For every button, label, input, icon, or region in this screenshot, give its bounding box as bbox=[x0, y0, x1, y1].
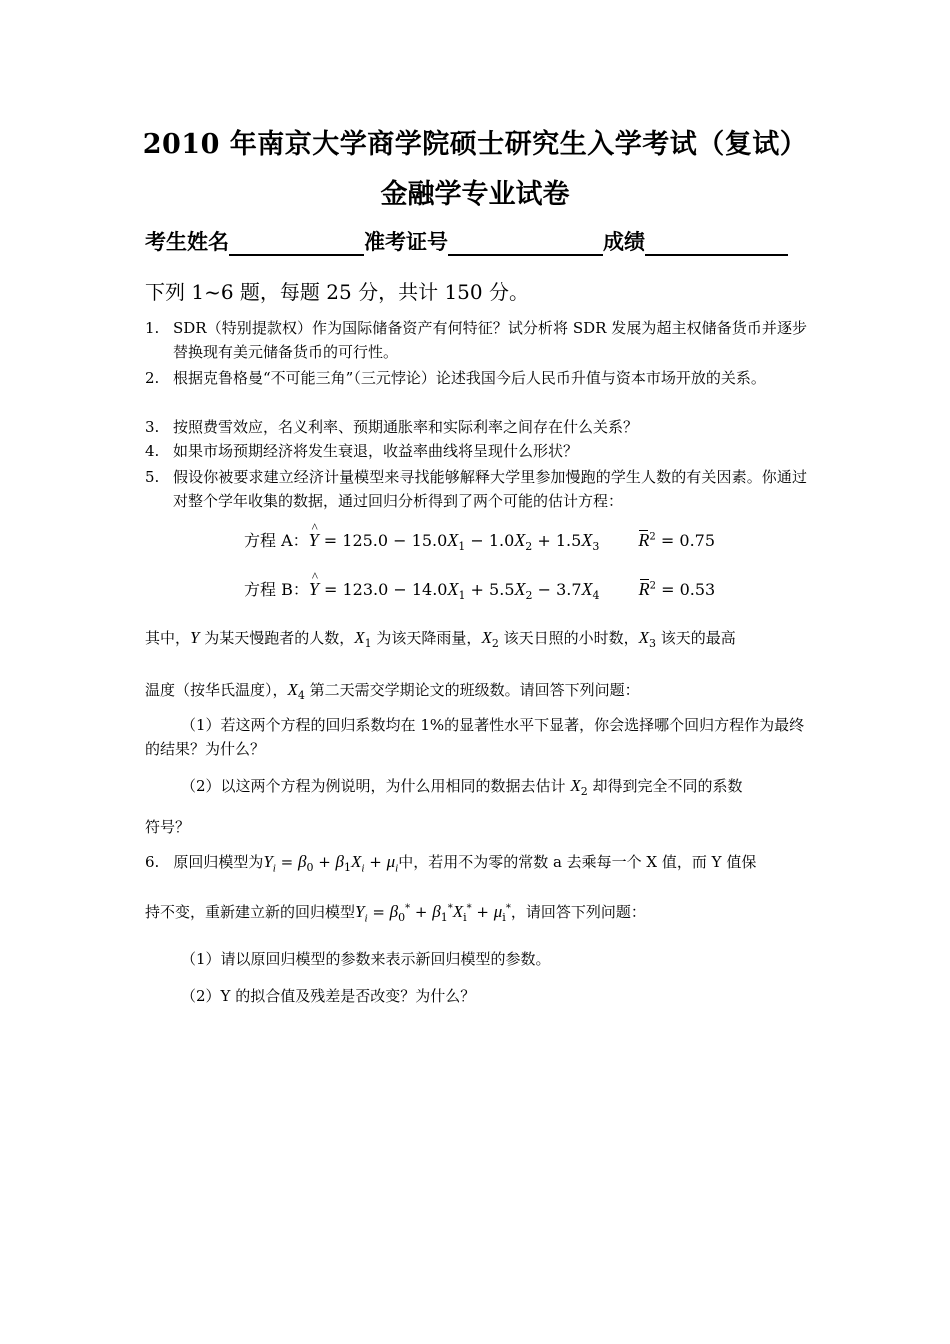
question-number: 3. bbox=[145, 418, 160, 436]
sub-question-6-1: （1）请以原回归模型的参数来表示新回归模型的参数。 bbox=[181, 950, 551, 968]
variable-definitions: 其中，Y 为某天慢跑者的人数，$X_1$ 为该天降雨量，$X_2$ 该天日照的小时数，$X_3$ 该天的最高 bbox=[145, 628, 736, 650]
sub-question-5-1: （1）若这两个方程的回归系数均在 1%的显著性水平下显著，你会选择哪个回归方程作为最终的结果？为什么？ bbox=[145, 716, 805, 758]
name-label: 考生姓名 bbox=[145, 229, 229, 254]
question-text: 如果市场预期经济将发生衰退，收益率曲线将呈现什么形状？ bbox=[173, 442, 579, 460]
score-label: 成绩 bbox=[603, 229, 645, 254]
question-1 bbox=[145, 316, 807, 364]
question-4 bbox=[145, 439, 807, 463]
id-label: 准考证号 bbox=[364, 229, 448, 254]
exam-title: 2010 年南京大学商学院硕士研究生入学考试（复试） bbox=[142, 129, 808, 160]
name-blank bbox=[229, 232, 364, 256]
question-5 bbox=[145, 465, 807, 513]
r-squared-b: = 0.53 bbox=[661, 580, 716, 599]
id-blank bbox=[448, 232, 603, 256]
sub-question-5-2-cont: 符号？ bbox=[145, 818, 191, 836]
question-2 bbox=[145, 366, 807, 390]
question-number: 1. bbox=[145, 319, 160, 337]
question-6: 6. 原回归模型为$Y_i = \beta_0 + \beta_1X_i + \mu_i$中，若用不为零的常数 a 去乘每一个 X 值，而 Y 值保 bbox=[145, 852, 757, 875]
question-text: 按照费雪效应，名义利率、预期通胀率和实际利率之间存在什么关系？ bbox=[173, 418, 639, 436]
variable-definitions-cont: 温度（按华氏温度），$X_4$ 第二天需交学期论文的班级数。请回答下列问题： bbox=[145, 680, 640, 702]
score-blank bbox=[645, 232, 788, 256]
candidate-info-row bbox=[145, 226, 807, 256]
instructions: 下列 1~6 题，每题 25 分，共计 150 分。 bbox=[145, 280, 529, 304]
question-number: 6. bbox=[145, 853, 160, 871]
question-3 bbox=[145, 415, 807, 439]
question-text: 假设你被要求建立经济计量模型来寻找能够解释大学里参加慢跑的学生人数的有关因素。你通过对整个学年收集的数据，通过回归分析得到了两个可能的估计方程： bbox=[173, 468, 807, 510]
question-number: 4. bbox=[145, 442, 160, 460]
question-text: SDR（特别提款权）作为国际储备资产有何特征？试分析将 SDR 发展为超主权储备货币并逐步替换现有美元储备货币的可行性。 bbox=[173, 319, 807, 361]
sub-question-5-2: （2）以这两个方程为例说明，为什么用相同的数据去估计 $X_2$ 却得到完全不同的系数 bbox=[181, 776, 743, 798]
question-6-cont: 持不变，重新建立新的回归模型$Y_i = \beta_0^* + \beta_1^*X_i^* + \mu_i^*$，请回答下列问题： bbox=[145, 902, 646, 925]
exam-subtitle: 金融学专业试卷 bbox=[380, 179, 570, 210]
r-squared-a: = 0.75 bbox=[660, 531, 716, 550]
question-text: 根据克鲁格曼“不可能三角”（三元悖论）论述我国今后人民币升值与资本市场开放的关系。 bbox=[173, 369, 766, 387]
question-number: 5. bbox=[145, 468, 160, 486]
question-number: 2. bbox=[145, 369, 160, 387]
equation-b: 方程 B：^ $Y = 123.0 - 14.0X_1 + 5.5X_2 - 3.7X_4$ $R^2 = 0.53$ bbox=[244, 577, 715, 602]
equation-label: 方程 B： bbox=[244, 580, 309, 599]
sub-question-6-2: （2）Y 的拟合值及残差是否改变？为什么？ bbox=[181, 987, 476, 1005]
equation-a: 方程 A：^ $Y = 125.0 - 15.0X_1 - 1.0X_2 + 1.5X_3$ $R^2 = 0.75$ bbox=[244, 528, 715, 553]
equation-label: 方程 A： bbox=[244, 531, 309, 550]
